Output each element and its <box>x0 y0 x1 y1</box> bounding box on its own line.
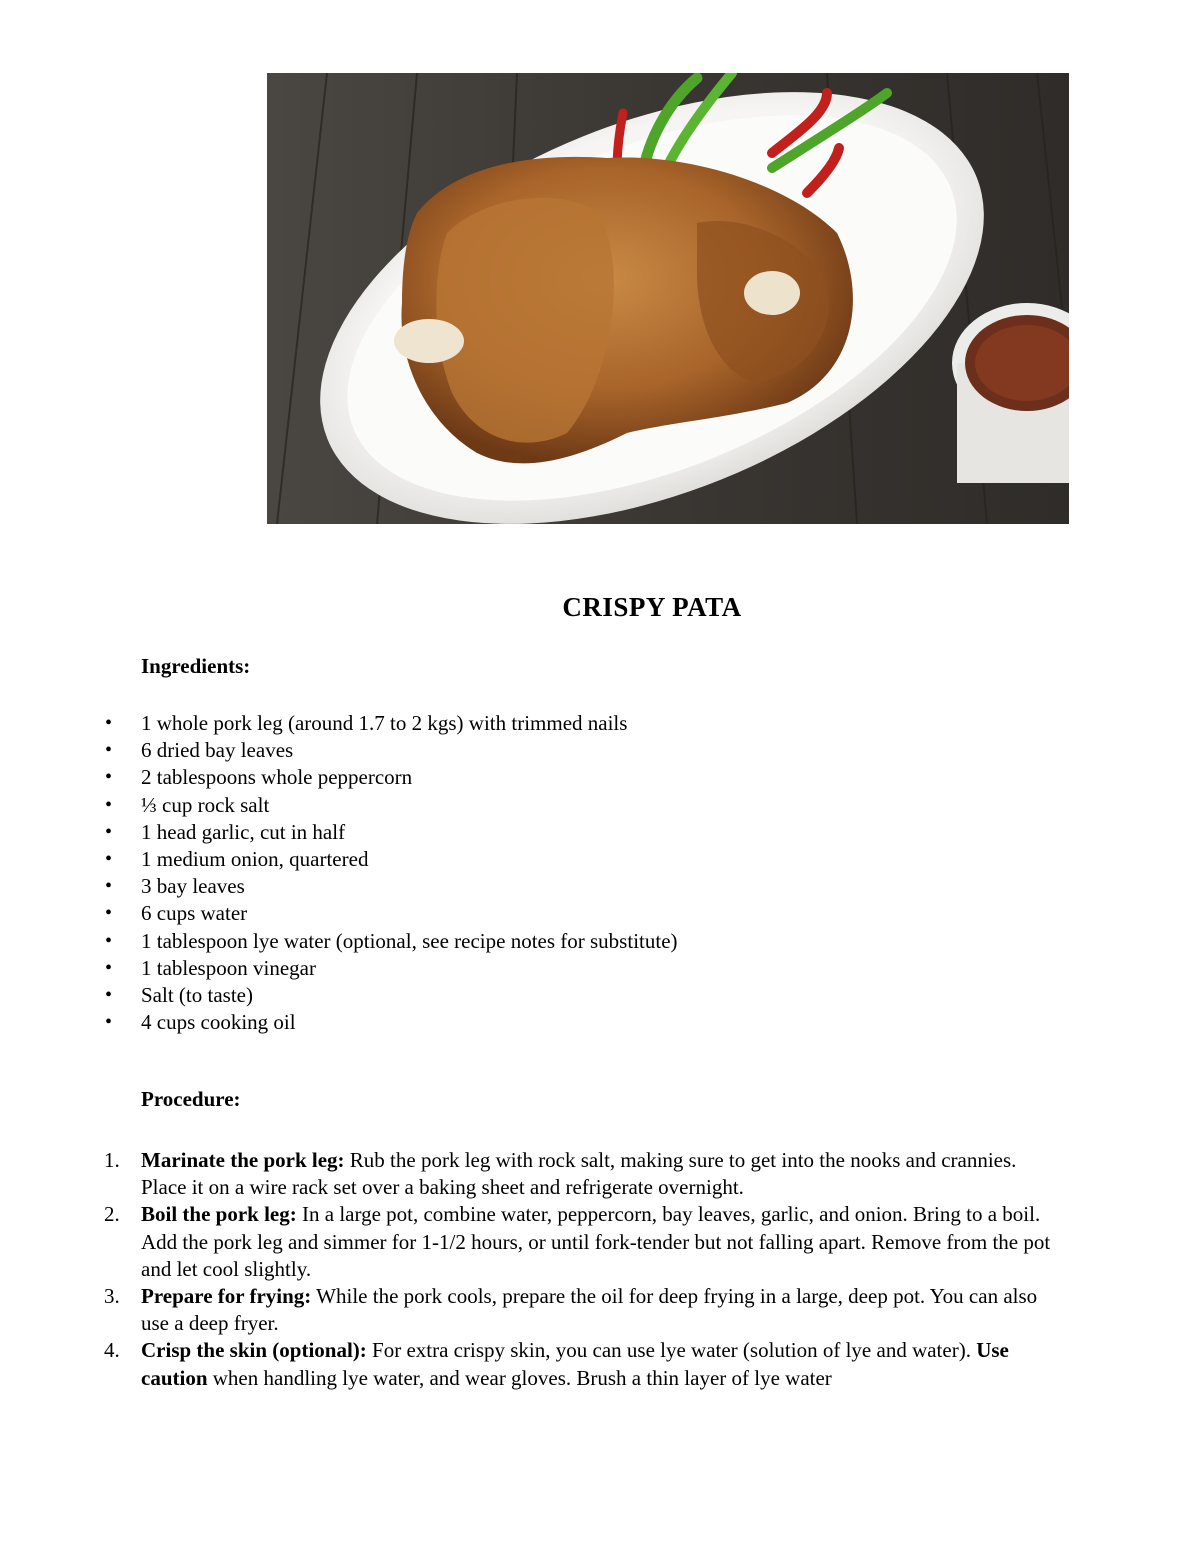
ingredient-item: • 6 dried bay leaves <box>141 737 678 764</box>
ingredient-item: • Salt (to taste) <box>141 982 678 1009</box>
step-lead: Crisp the skin (optional): <box>141 1338 367 1363</box>
step-text: For extra crispy skin, you can use lye water (solution of lye and water). <box>366 1338 977 1363</box>
ingredient-item: • 1 head garlic, cut in half <box>141 819 678 846</box>
step-text: Rub the pork leg with rock salt, making sure to get into the nooks and crannies. Place it on a wire rack set over a baking sheet and refrigerate overnight. <box>141 1148 1017 1200</box>
ingredient-item: • 1 tablespoon vinegar <box>141 955 678 982</box>
crispy-pata-photo-icon <box>267 73 1069 524</box>
step-number: 2. <box>104 1202 120 1227</box>
recipe-photo <box>267 73 1069 524</box>
step-caution: Use caution <box>141 1338 1009 1390</box>
step-number: 3. <box>104 1284 120 1309</box>
ingredients-list <box>141 710 678 1036</box>
ingredient-item: • 2 tablespoons whole peppercorn <box>141 764 678 791</box>
procedure-step <box>104 1201 1061 1283</box>
procedure-heading: Procedure: <box>141 1087 241 1111</box>
step-text: In a large pot, combine water, peppercorn, bay leaves, garlic, and onion. Bring to a boil. Add the pork leg and simmer for 1-1/2 hours, or until fork-tender but not falling apart. Remove from the pot and let cool slightly. <box>141 1202 1051 1281</box>
ingredient-item: • 1 tablespoon lye water (optional, see recipe notes for substitute) <box>141 928 678 955</box>
ingredient-item: • 3 bay leaves <box>141 873 678 900</box>
step-lead: Boil the pork leg: <box>141 1202 297 1227</box>
procedure-list <box>104 1147 1061 1392</box>
step-lead: Marinate the pork leg: <box>141 1148 345 1172</box>
procedure-step <box>104 1147 1061 1201</box>
ingredient-item: • 1 medium onion, quartered <box>141 846 678 873</box>
ingredient-item: • 4 cups cooking oil <box>141 1009 678 1036</box>
step-number: 1. <box>104 1148 120 1172</box>
step-text: While the pork cools, prepare the oil for deep frying in a large, deep pot. You can also use a deep fryer. <box>141 1284 1038 1336</box>
procedure-step <box>104 1283 1061 1337</box>
ingredient-item: • 6 cups water <box>141 900 678 927</box>
recipe-title: CRISPY PATA <box>562 592 742 622</box>
ingredients-heading: Ingredients: <box>141 654 251 678</box>
ingredient-item: • ⅓ cup rock salt <box>141 792 678 819</box>
step-number: 4. <box>104 1338 120 1363</box>
step-text-continued: when handling lye water, and wear gloves. Brush a thin layer of lye water <box>207 1365 832 1390</box>
step-lead: Prepare for frying: <box>141 1284 312 1309</box>
procedure-step <box>104 1337 1061 1391</box>
ingredient-item: • 1 whole pork leg (around 1.7 to 2 kgs) with trimmed nails <box>141 710 678 737</box>
